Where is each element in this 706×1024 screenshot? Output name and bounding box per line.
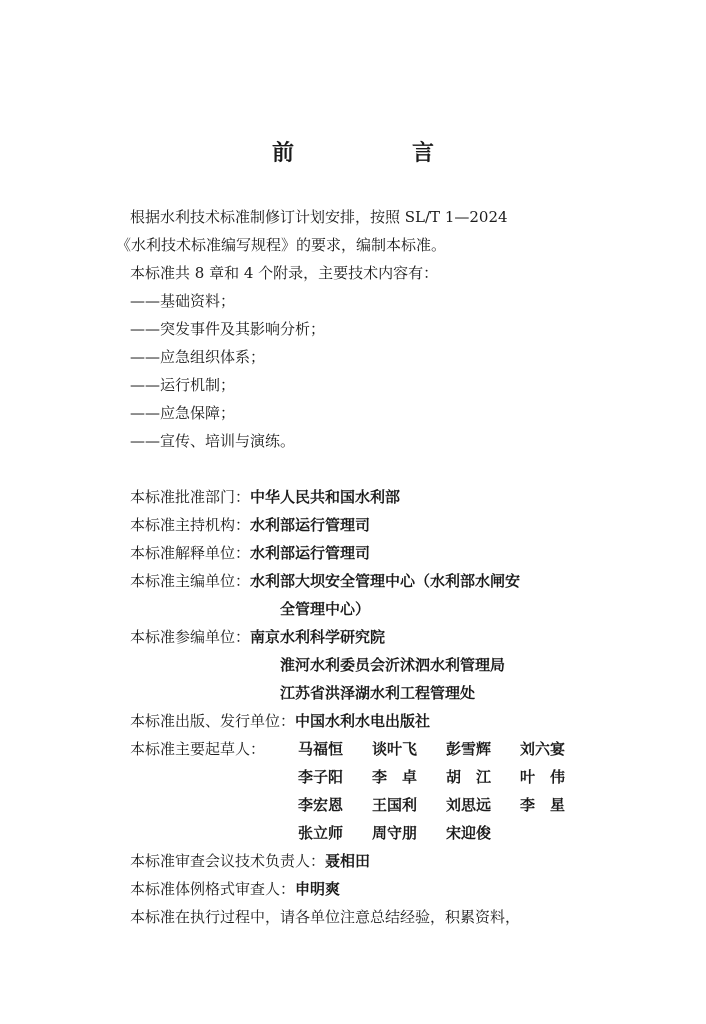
drafter-name: 王国利 bbox=[372, 796, 418, 814]
host-row bbox=[130, 514, 370, 536]
drafters-row bbox=[130, 738, 265, 760]
drafters-line bbox=[298, 738, 594, 760]
format-row bbox=[130, 878, 340, 900]
review-value: 聂相田 bbox=[325, 852, 371, 870]
publisher-value: 中国水利水电出版社 bbox=[295, 712, 431, 730]
publisher-row bbox=[130, 710, 430, 732]
list-item: ——应急组织体系； bbox=[130, 348, 266, 366]
interpret-value: 水利部运行管理司 bbox=[250, 544, 371, 562]
host-value: 水利部运行管理司 bbox=[250, 516, 371, 534]
chief-row bbox=[130, 570, 520, 592]
drafters-label: 本标准主要起草人： bbox=[130, 740, 266, 758]
drafters-line bbox=[298, 766, 594, 788]
chief-value: 水利部大坝安全管理中心（水利部水闸安 bbox=[250, 572, 521, 590]
format-label: 本标准体例格式审查人： bbox=[130, 880, 296, 898]
drafter-name: 刘六宴 bbox=[520, 740, 566, 758]
participate-label: 本标准参编单位： bbox=[130, 628, 251, 646]
drafter-name: 张立师 bbox=[298, 824, 344, 842]
list-item: ——宣传、培训与演练。 bbox=[130, 432, 296, 450]
list-item: ——突发事件及其影响分析； bbox=[130, 320, 326, 338]
closing-line: 本标准在执行过程中，请各单位注意总结经验，积累资料， bbox=[130, 908, 521, 926]
drafter-name: 李 卓 bbox=[372, 768, 418, 786]
approve-value: 中华人民共和国水利部 bbox=[250, 488, 401, 506]
participate-value: 淮河水利委员会沂沭泗水利管理局 bbox=[280, 656, 506, 674]
drafter-name: 胡 江 bbox=[446, 768, 492, 786]
drafter-name: 李子阳 bbox=[298, 768, 344, 786]
drafter-name: 彭雪辉 bbox=[446, 740, 492, 758]
list-item: ——应急保障； bbox=[130, 404, 236, 422]
review-label: 本标准审查会议技术负责人： bbox=[130, 852, 326, 870]
approve-label: 本标准批准部门： bbox=[130, 488, 251, 506]
intro-line-1: 根据水利技术标准制修订计划安排，按照 SL/T 1—2024 bbox=[130, 208, 508, 226]
drafters-line bbox=[298, 794, 594, 816]
publisher-label: 本标准出版、发行单位： bbox=[130, 712, 296, 730]
host-label: 本标准主持机构： bbox=[130, 516, 251, 534]
format-value: 申明爽 bbox=[295, 880, 341, 898]
drafter-name: 宋迎俊 bbox=[446, 824, 492, 842]
participate-row bbox=[130, 626, 385, 648]
list-item: ——基础资料； bbox=[130, 292, 236, 310]
contents-intro: 本标准共 8 章和 4 个附录，主要技术内容有： bbox=[130, 264, 439, 282]
drafter-name: 周守朋 bbox=[372, 824, 418, 842]
approve-row bbox=[130, 486, 400, 508]
intro-line-2: 《水利技术标准编写规程》的要求，编制本标准。 bbox=[116, 236, 447, 254]
interpret-row bbox=[130, 542, 370, 564]
drafters-line bbox=[298, 822, 520, 844]
participate-value: 南京水利科学研究院 bbox=[250, 628, 386, 646]
drafter-name: 马福恒 bbox=[298, 740, 344, 758]
drafter-name: 刘思远 bbox=[446, 796, 492, 814]
drafter-name: 谈叶飞 bbox=[372, 740, 418, 758]
chief-value-cont: 全管理中心） bbox=[280, 600, 371, 618]
chief-label: 本标准主编单位： bbox=[130, 572, 251, 590]
page-title: 前 言 bbox=[271, 141, 482, 166]
review-row bbox=[130, 850, 370, 872]
drafter-name: 李宏恩 bbox=[298, 796, 344, 814]
drafter-name: 叶 伟 bbox=[520, 768, 566, 786]
list-item: ——运行机制； bbox=[130, 376, 236, 394]
interpret-label: 本标准解释单位： bbox=[130, 544, 251, 562]
drafter-name: 李 星 bbox=[520, 796, 566, 814]
participate-value: 江苏省洪泽湖水利工程管理处 bbox=[280, 684, 476, 702]
